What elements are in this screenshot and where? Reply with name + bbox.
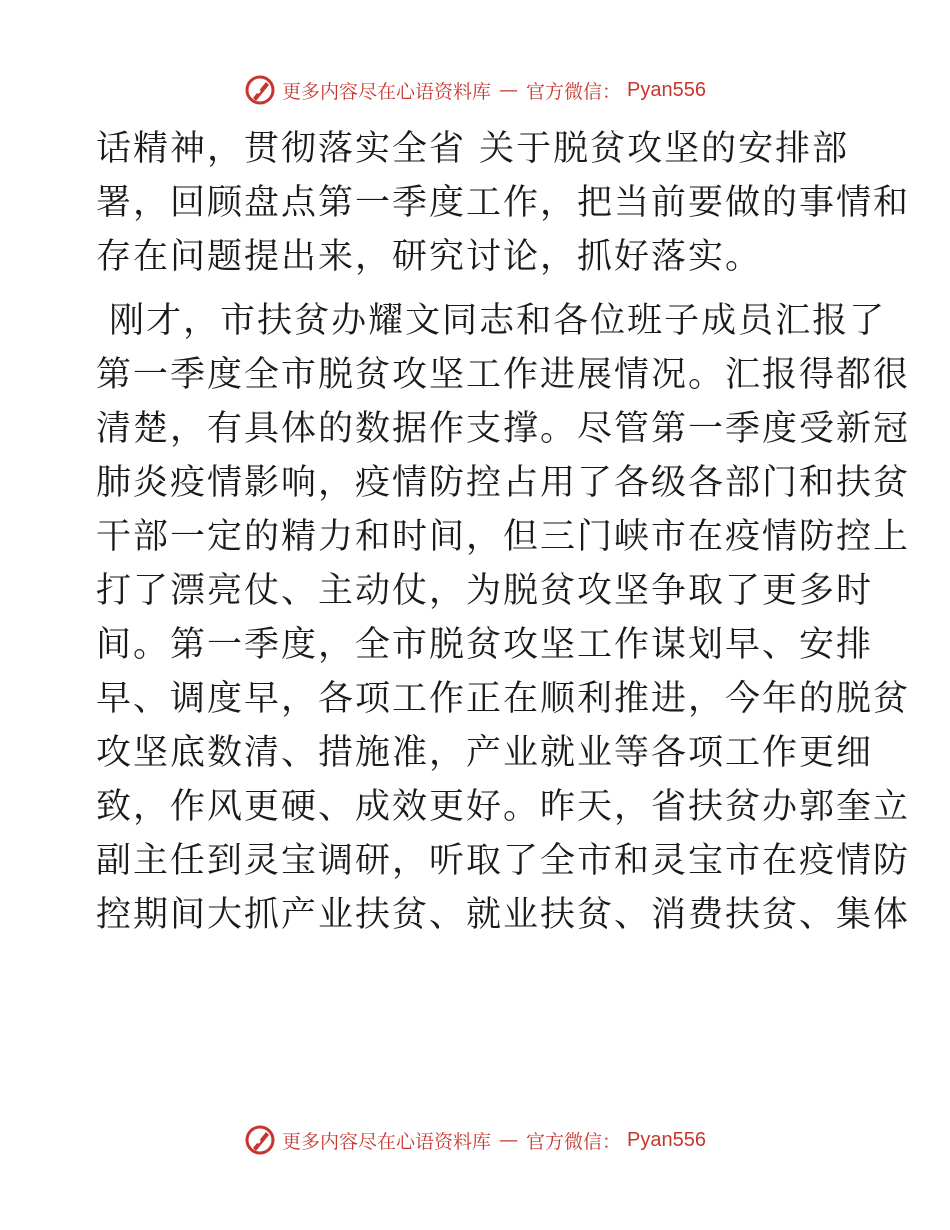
banner-wechat-label: 官方微信： xyxy=(526,80,622,103)
footer-banner xyxy=(0,1120,950,1160)
header-banner xyxy=(0,70,950,110)
text-line: 致，作风更硬、成效更好。昨天，省扶贫办郭奎立 xyxy=(96,787,911,827)
text-line: 肺炎疫情影响，疫情防控占用了各级各部门和扶贫 xyxy=(96,463,911,503)
text-line: 话精神，贯彻落实全省 关于脱贫攻坚的安排部 xyxy=(96,129,850,169)
text-line: 干部一定的精力和时间，但三门峡市在疫情防控上 xyxy=(96,517,911,557)
pen-logo-icon xyxy=(244,74,276,106)
banner-wechat-label: 官方微信： xyxy=(526,1130,622,1153)
paragraph-1 xyxy=(96,122,911,284)
text-line: 清楚，有具体的数据作支撑。尽管第一季度受新冠 xyxy=(96,409,911,449)
text-line: 间。第一季度，全市脱贫攻坚工作谋划早、安排 xyxy=(96,625,874,665)
banner-main-text: 更多内容尽在心语资料库 xyxy=(282,1130,492,1153)
banner-wechat-id: Pyan556 xyxy=(627,78,706,101)
text-line: 控期间大抓产业扶贫、就业扶贫、消费扶贫、集体 xyxy=(96,895,911,935)
text-line: 存在问题提出来，研究讨论，抓好落实。 xyxy=(96,237,763,277)
paragraph-spacer xyxy=(96,284,856,294)
banner-dash: — xyxy=(499,79,519,101)
document-body xyxy=(96,122,911,942)
text-line: 署，回顾盘点第一季度工作，把当前要做的事情和 xyxy=(96,183,911,223)
text-line: 早、调度早，各项工作正在顺利推进，今年的脱贫 xyxy=(96,679,911,719)
pen-logo-icon xyxy=(244,1124,276,1156)
text-line: 副主任到灵宝调研，听取了全市和灵宝市在疫情防 xyxy=(96,841,911,881)
text-line: 第一季度全市脱贫攻坚工作进展情况。汇报得都很 xyxy=(96,355,911,395)
text-line: 打了漂亮仗、主动仗，为脱贫攻坚争取了更多时 xyxy=(96,571,874,611)
text-line: 攻坚底数清、措施准，产业就业等各项工作更细 xyxy=(96,733,874,773)
banner-main-text: 更多内容尽在心语资料库 xyxy=(282,80,492,103)
text-line: 刚才，市扶贫办耀文同志和各位班子成员汇报了 xyxy=(96,301,887,341)
banner-dash: — xyxy=(499,1129,519,1151)
banner-wechat-id: Pyan556 xyxy=(627,1128,706,1151)
paragraph-2 xyxy=(96,294,911,942)
